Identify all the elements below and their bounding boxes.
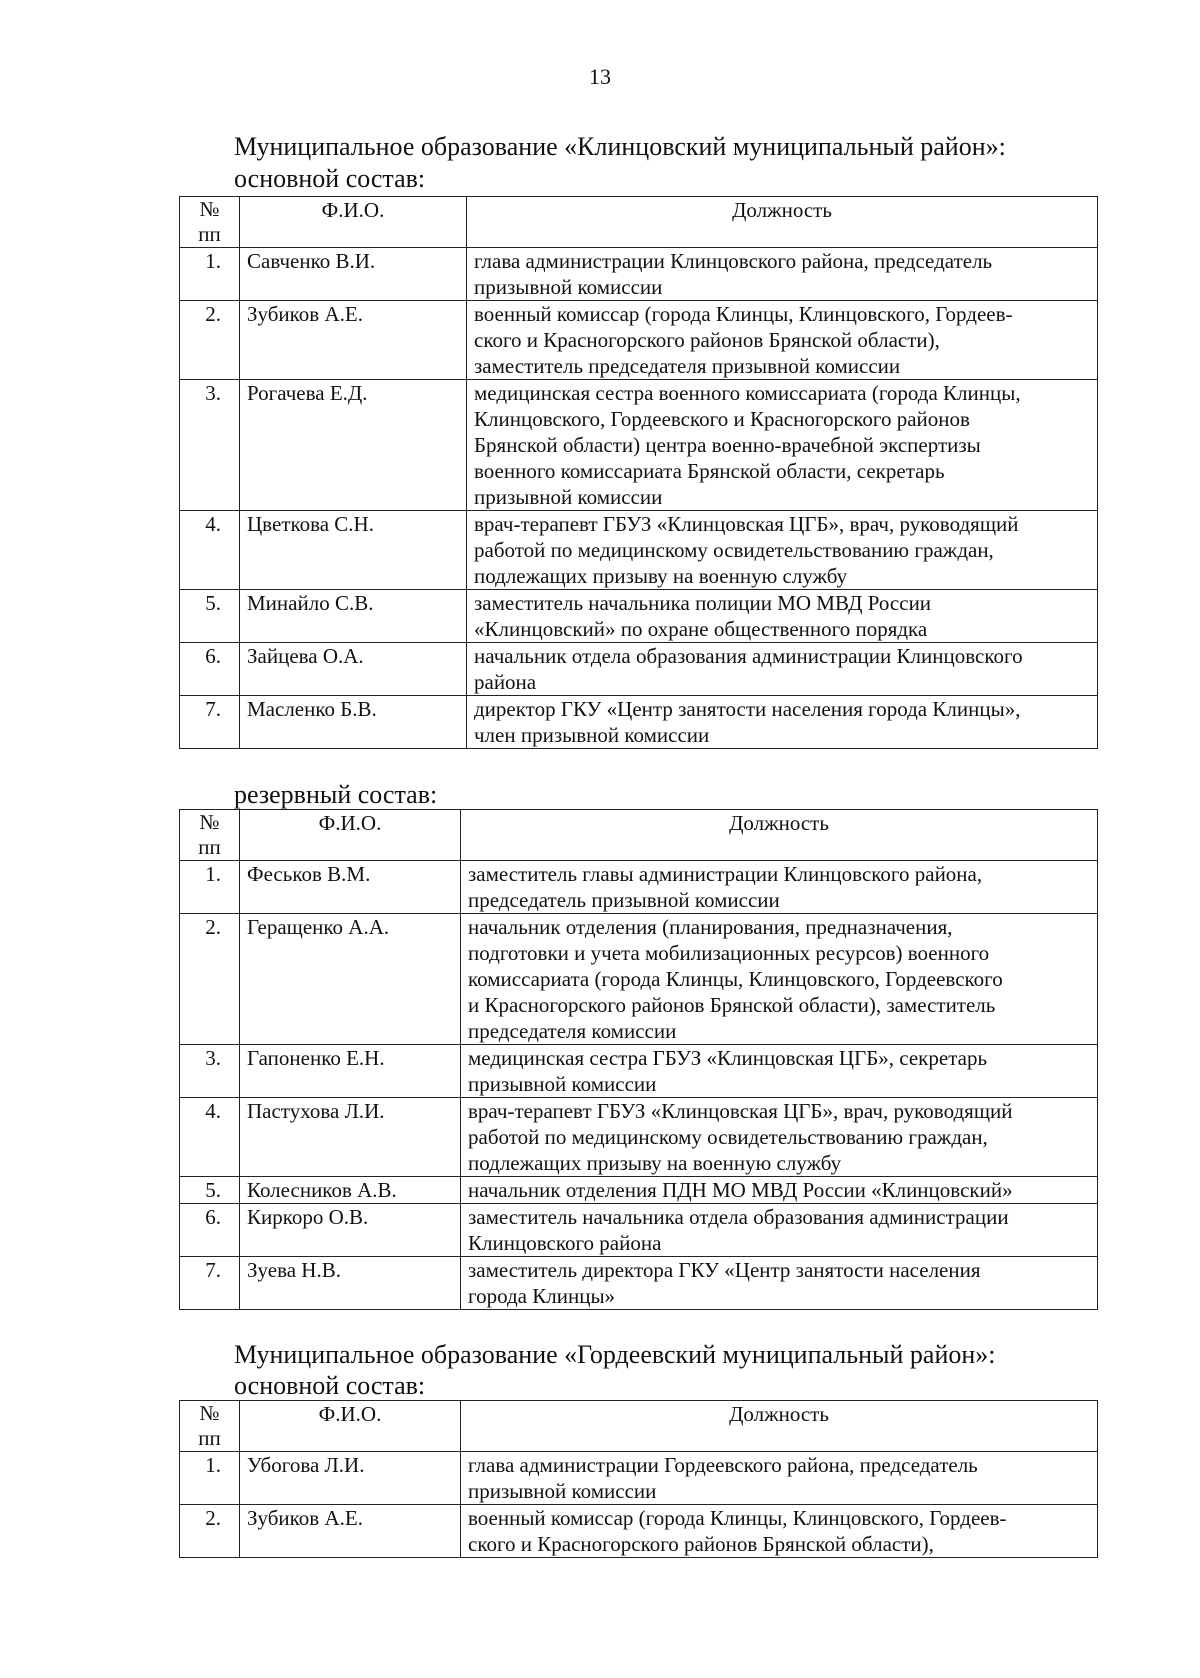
table-row bbox=[180, 1177, 1098, 1204]
table-row bbox=[180, 301, 1098, 380]
position-line: медицинская сестра военного комиссариата (города Клинцы, bbox=[474, 381, 1021, 405]
header-position: Должность bbox=[461, 1401, 1098, 1452]
row-position bbox=[461, 861, 1098, 914]
row-full-name: Гапоненко Е.Н. bbox=[240, 1045, 461, 1098]
position-line: и Красногорского районов Брянской области), заместитель bbox=[468, 993, 996, 1017]
table-row bbox=[180, 590, 1098, 643]
section-subtitle-klintsy-reserve: резервный состав: bbox=[234, 780, 438, 809]
header-position: Должность bbox=[461, 810, 1098, 861]
roster-table-klintsy-main bbox=[179, 196, 1098, 749]
row-number: 4. bbox=[180, 1098, 240, 1177]
row-position bbox=[467, 643, 1098, 696]
row-full-name: Зубиков А.Е. bbox=[240, 1505, 461, 1558]
section-subtitle-klintsy-main: основной состав: bbox=[234, 164, 426, 193]
position-line: заместитель директора ГКУ «Центр занятости населения bbox=[468, 1258, 981, 1282]
row-position bbox=[467, 696, 1098, 749]
position-line: подготовки и учета мобилизационных ресурсов) военного bbox=[468, 941, 990, 965]
position-line: председатель призывной комиссии bbox=[468, 888, 780, 912]
position-line: военный комиссар (города Клинцы, Клинцовского, Гордеев- bbox=[474, 302, 1013, 326]
row-full-name: Зайцева О.А. bbox=[240, 643, 467, 696]
row-number: 7. bbox=[180, 1257, 240, 1310]
position-line: медицинская сестра ГБУЗ «Клинцовская ЦГБ», секретарь bbox=[468, 1046, 988, 1070]
row-full-name: Савченко В.И. bbox=[240, 248, 467, 301]
row-position bbox=[461, 1505, 1098, 1558]
position-line: ского и Красногорского районов Брянской области), bbox=[474, 328, 940, 352]
table-row bbox=[180, 1505, 1098, 1558]
position-line: работой по медицинскому освидетельствованию граждан, bbox=[468, 1125, 988, 1149]
section-title-gordeevka: Муниципальное образование «Гордеевский муниципальный район»: bbox=[234, 1340, 996, 1369]
row-number: 5. bbox=[180, 590, 240, 643]
table-row bbox=[180, 248, 1098, 301]
row-number: 1. bbox=[180, 248, 240, 301]
table-header-row bbox=[180, 1401, 1098, 1452]
row-position bbox=[467, 590, 1098, 643]
header-name: Ф.И.О. bbox=[240, 1401, 461, 1452]
row-full-name: Колесников А.В. bbox=[240, 1177, 461, 1204]
row-number: 2. bbox=[180, 301, 240, 380]
section-title-klintsy: Муниципальное образование «Клинцовский муниципальный район»: bbox=[234, 132, 1006, 161]
header-num-text: пп bbox=[198, 835, 221, 859]
row-number: 6. bbox=[180, 643, 240, 696]
table-row bbox=[180, 380, 1098, 511]
row-position bbox=[467, 380, 1098, 511]
header-name: Ф.И.О. bbox=[240, 810, 461, 861]
row-position bbox=[461, 1045, 1098, 1098]
row-full-name: Зуева Н.В. bbox=[240, 1257, 461, 1310]
row-position bbox=[467, 511, 1098, 590]
position-line: военного комиссариата Брянской области, секретарь bbox=[474, 459, 945, 483]
row-number: 6. bbox=[180, 1204, 240, 1257]
row-full-name: Цветкова С.Н. bbox=[240, 511, 467, 590]
position-line: врач-терапевт ГБУЗ «Клинцовская ЦГБ», врач, руководящий bbox=[468, 1099, 1013, 1123]
position-line: заместитель председателя призывной комиссии bbox=[474, 354, 901, 378]
header-num bbox=[180, 810, 240, 861]
position-line: начальник отделения ПДН МО МВД России «Клинцовский» bbox=[468, 1178, 1013, 1202]
header-num bbox=[180, 1401, 240, 1452]
row-position bbox=[461, 914, 1098, 1045]
position-line: призывной комиссии bbox=[474, 485, 663, 509]
row-position bbox=[461, 1098, 1098, 1177]
position-line: Клинцовского района bbox=[468, 1231, 662, 1255]
page-number: 13 bbox=[589, 64, 611, 89]
row-number: 4. bbox=[180, 511, 240, 590]
table-row bbox=[180, 1045, 1098, 1098]
row-full-name: Феськов В.М. bbox=[240, 861, 461, 914]
header-num-text: № bbox=[199, 1401, 220, 1425]
position-line: работой по медицинскому освидетельствованию граждан, bbox=[474, 538, 994, 562]
row-full-name: Геращенко А.А. bbox=[240, 914, 461, 1045]
row-position bbox=[461, 1452, 1098, 1505]
row-position bbox=[467, 301, 1098, 380]
position-line: города Клинцы» bbox=[468, 1284, 616, 1308]
header-num-text: пп bbox=[198, 222, 221, 246]
table-header-row bbox=[180, 810, 1098, 861]
row-number: 5. bbox=[180, 1177, 240, 1204]
position-line: подлежащих призыву на военную службу bbox=[468, 1151, 842, 1175]
table-row bbox=[180, 1452, 1098, 1505]
row-number: 1. bbox=[180, 1452, 240, 1505]
position-line: глава администрации Клинцовского района, председатель bbox=[474, 249, 993, 273]
position-line: призывной комиссии bbox=[468, 1072, 657, 1096]
row-position bbox=[461, 1177, 1098, 1204]
position-line: начальник отделения (планирования, предназначения, bbox=[468, 915, 953, 939]
position-line: директор ГКУ «Центр занятости населения города Клинцы», bbox=[474, 697, 1021, 721]
position-line: района bbox=[474, 670, 537, 694]
row-full-name: Зубиков А.Е. bbox=[240, 301, 467, 380]
position-line: заместитель главы администрации Клинцовского района, bbox=[468, 862, 983, 886]
roster-table-gordeevka-main bbox=[179, 1400, 1098, 1558]
table-row bbox=[180, 914, 1098, 1045]
position-line: Клинцовского, Гордеевского и Красногорского районов bbox=[474, 407, 970, 431]
row-full-name: Рогачева Е.Д. bbox=[240, 380, 467, 511]
position-line: председателя комиссии bbox=[468, 1019, 677, 1043]
row-position bbox=[461, 1204, 1098, 1257]
position-line: призывной комиссии bbox=[474, 275, 663, 299]
position-line: военный комиссар (города Клинцы, Клинцовского, Гордеев- bbox=[468, 1506, 1007, 1530]
table-row bbox=[180, 1257, 1098, 1310]
position-line: начальник отдела образования администрации Клинцовского bbox=[474, 644, 1023, 668]
table-row bbox=[180, 643, 1098, 696]
position-line: призывной комиссии bbox=[468, 1479, 657, 1503]
table-row bbox=[180, 861, 1098, 914]
table-row bbox=[180, 1098, 1098, 1177]
header-num-text: пп bbox=[198, 1426, 221, 1450]
row-number: 3. bbox=[180, 1045, 240, 1098]
roster-table-klintsy-reserve bbox=[179, 809, 1098, 1310]
header-position: Должность bbox=[467, 197, 1098, 248]
position-line: глава администрации Гордеевского района, председатель bbox=[468, 1453, 978, 1477]
table-row bbox=[180, 511, 1098, 590]
position-line: комиссариата (города Клинцы, Клинцовского, Гордеевского bbox=[468, 967, 1003, 991]
row-full-name: Убогова Л.И. bbox=[240, 1452, 461, 1505]
position-line: «Клинцовский» по охране общественного порядка bbox=[474, 617, 928, 641]
row-number: 1. bbox=[180, 861, 240, 914]
position-line: заместитель начальника отдела образования администрации bbox=[468, 1205, 1009, 1229]
row-full-name: Пастухова Л.И. bbox=[240, 1098, 461, 1177]
row-full-name: Киркоро О.В. bbox=[240, 1204, 461, 1257]
header-num-text: № bbox=[199, 810, 220, 834]
table-row bbox=[180, 696, 1098, 749]
position-line: Брянской области) центра военно-врачебной экспертизы bbox=[474, 433, 981, 457]
table-row bbox=[180, 1204, 1098, 1257]
position-line: врач-терапевт ГБУЗ «Клинцовская ЦГБ», врач, руководящий bbox=[474, 512, 1019, 536]
header-name: Ф.И.О. bbox=[240, 197, 467, 248]
table-header-row bbox=[180, 197, 1098, 248]
position-line: заместитель начальника полиции МО МВД России bbox=[474, 591, 932, 615]
row-number: 2. bbox=[180, 914, 240, 1045]
header-num bbox=[180, 197, 240, 248]
position-line: ского и Красногорского районов Брянской области), bbox=[468, 1532, 934, 1556]
row-position bbox=[467, 248, 1098, 301]
row-full-name: Минайло С.В. bbox=[240, 590, 467, 643]
row-position bbox=[461, 1257, 1098, 1310]
position-line: подлежащих призыву на военную службу bbox=[474, 564, 848, 588]
row-number: 2. bbox=[180, 1505, 240, 1558]
row-full-name: Масленко Б.В. bbox=[240, 696, 467, 749]
header-num-text: № bbox=[199, 197, 220, 221]
position-line: член призывной комиссии bbox=[474, 723, 710, 747]
row-number: 7. bbox=[180, 696, 240, 749]
row-number: 3. bbox=[180, 380, 240, 511]
section-subtitle-gordeevka-main: основной состав: bbox=[234, 1371, 426, 1400]
